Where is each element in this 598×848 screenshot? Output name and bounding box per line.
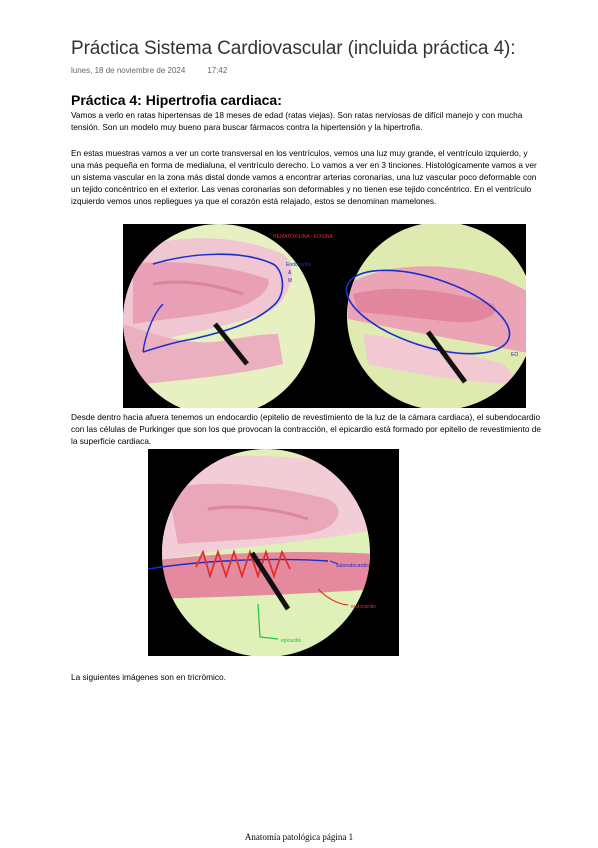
paragraph-intro: Vamos a verlo en ratas hipertensas de 18 meses de edad (ratas viejas). Son ratas nerviosas de difícil manejo y con mucha tensión. Son un modelo muy bueno para buscar fármacos contra la hipertensión y la hipertrofia. bbox=[71, 110, 523, 132]
figure-layers-micrograph bbox=[148, 449, 399, 656]
paragraph-ventricles: En estas muestras vamos a ver un corte transversal en los ventrículos, vemos una luz muy grande, el ventrículo izquierdo, y una más pequeña en forma de medialuna, el ventrículo derecho. Lo vamos a ver en 3 tinciones. Histológicamente vamos a ver un sistema vascular en la zona más distal donde vamos a encontrar arterias coronarias, una luz vascular poco deformable con un tejido concéntrico en el exterior. Las venas coronarias son deformables y no tienen ese tejido concéntrico. En el ventrículo izquierdo vemos unos repliegues ya que el corazón está relajado, estos se denominan mamelones. bbox=[71, 148, 537, 206]
micrograph-left bbox=[123, 224, 323, 408]
label-epicardio: epicardio bbox=[281, 638, 302, 644]
figure1-label-right: EO bbox=[511, 352, 519, 358]
figure1-label-left-3: M bbox=[288, 278, 293, 284]
label-endocardio: endocardio bbox=[351, 604, 376, 610]
page-title: Práctica Sistema Cardiovascular (incluida práctica 4): bbox=[71, 38, 516, 59]
paragraph-layers: Desde dentro hacia afuera tenemos un endocardio (epitelio de revestimiento de la luz de la cámara cardiaca), el subendocardio con las células de Purkinger que son los que provocan la contracción, el epicardio está formado por epitelio de revestimiento de la superficie cardiaca. bbox=[71, 412, 541, 446]
figure1-label-left-1: Endocardio bbox=[286, 262, 312, 268]
page-time: 17:42 bbox=[207, 66, 228, 75]
figure1-label-left-2: & bbox=[288, 270, 292, 276]
page-meta bbox=[71, 66, 227, 75]
page-footer: Anatomía patológica página 1 bbox=[244, 832, 354, 842]
figure-he-micrographs bbox=[123, 224, 526, 408]
micrograph-layers bbox=[148, 449, 399, 656]
page-date: lunes, 18 de noviembre de 2024 bbox=[71, 66, 186, 75]
micrograph-right bbox=[323, 224, 526, 408]
label-subendocardio: subendocardio bbox=[336, 563, 369, 569]
section-heading: Práctica 4: Hipertrofia cardiaca: bbox=[71, 92, 282, 108]
paragraph-trichrome: La siguientes imágenes son en tricrómico. bbox=[71, 672, 226, 682]
figure1-label-top: HEMATOXILINA - EOSINA bbox=[273, 234, 333, 240]
